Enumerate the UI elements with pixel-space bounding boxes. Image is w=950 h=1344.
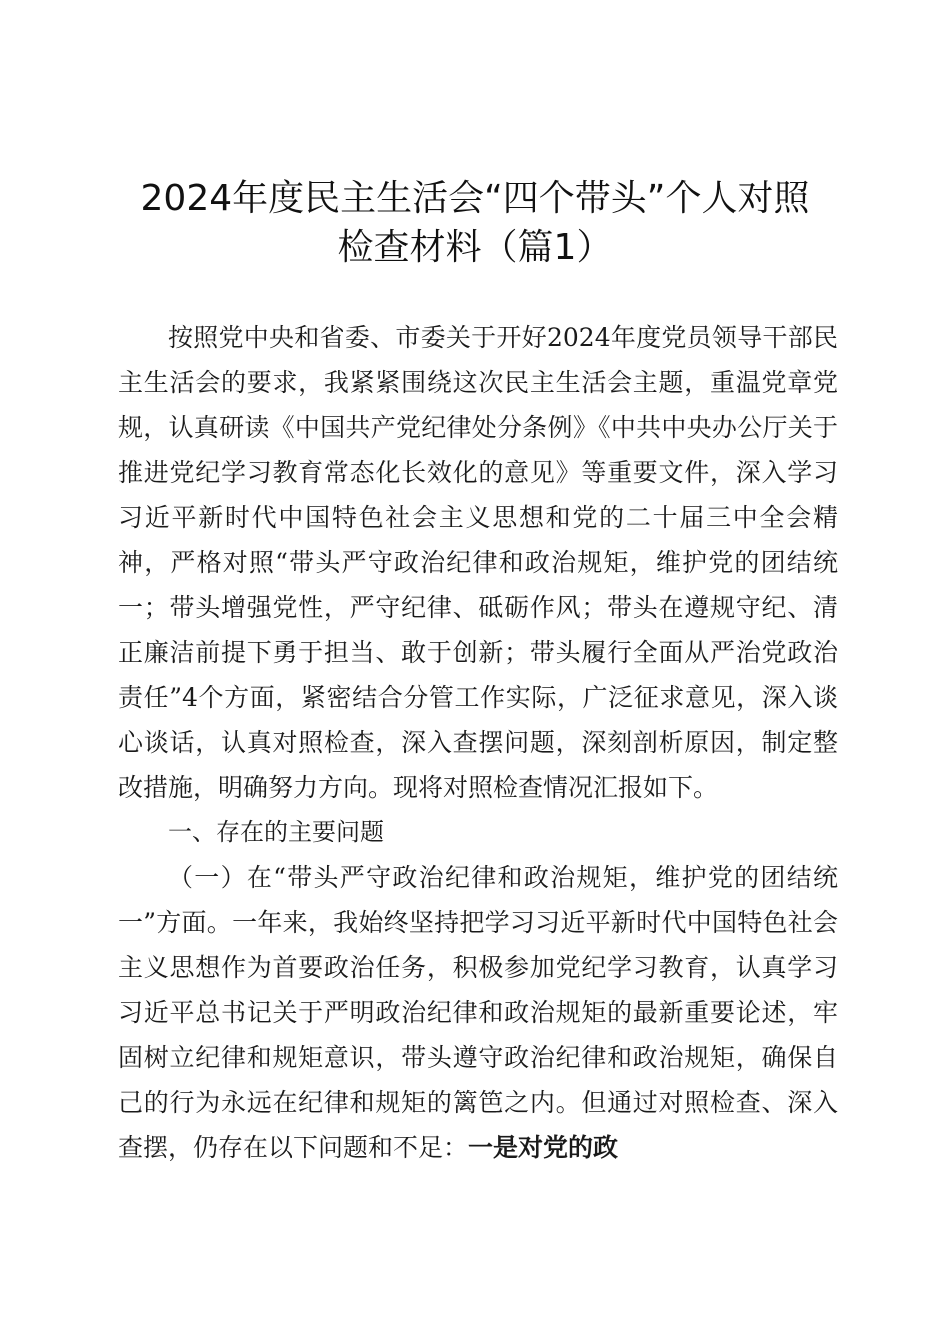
document-title (100, 174, 850, 272)
intro-paragraph: 按照党中央和省委、市委关于开好2024年度党员领导干部民主生活会的要求，我紧紧围绕这次民主生活会主题，重温党章党规，认真研读《中国共产党纪律处分条例》《中共中央办公厅关于推进党纪学习教育常态化长效化的意见》等重要文件，深入学习习近平新时代中国特色社会主义思想和党的二十届三中全会精神，严格对照“带头严守政治纪律和政治规矩，维护党的团结统一；带头增强党性，严守纪律、砥砺作风；带头在遵规守纪、清正廉洁前提下勇于担当、敢于创新；带头履行全面从严治党政治责任”4个方面，紧密结合分管工作实际，广泛征求意见，深入谈心谈话，认真对照检查，深入查摆问题，深刻剖析原因，制定整改措施，明确努力方向。现将对照检查情况汇报如下。 (118, 323, 838, 802)
section1-paragraph-bold: 一是对党的政 (468, 1133, 619, 1162)
document-body (118, 315, 838, 1170)
section1-paragraph (118, 855, 838, 1170)
section-heading: 一、存在的主要问题 (168, 818, 384, 846)
title-line-1: 2024年度民主生活会“四个带头”个人对照 (140, 178, 810, 220)
title-line-2: 检查材料（篇1） (337, 227, 613, 269)
section1-paragraph-text: （一）在“带头严守政治纪律和政治规矩，维护党的团结统一”方面。一年来，我始终坚持把学习习近平新时代中国特色社会主义思想作为首要政治任务，积极参加党纪学习教育，认真学习习近平总书记关于严明政治纪律和政治规矩的最新重要论述，牢固树立纪律和规矩意识，带头遵守政治纪律和政治规矩，确保自己的行为永远在纪律和规矩的篱笆之内。但通过对照检查、深入查摆，仍存在以下问题和不足： (118, 863, 838, 1162)
